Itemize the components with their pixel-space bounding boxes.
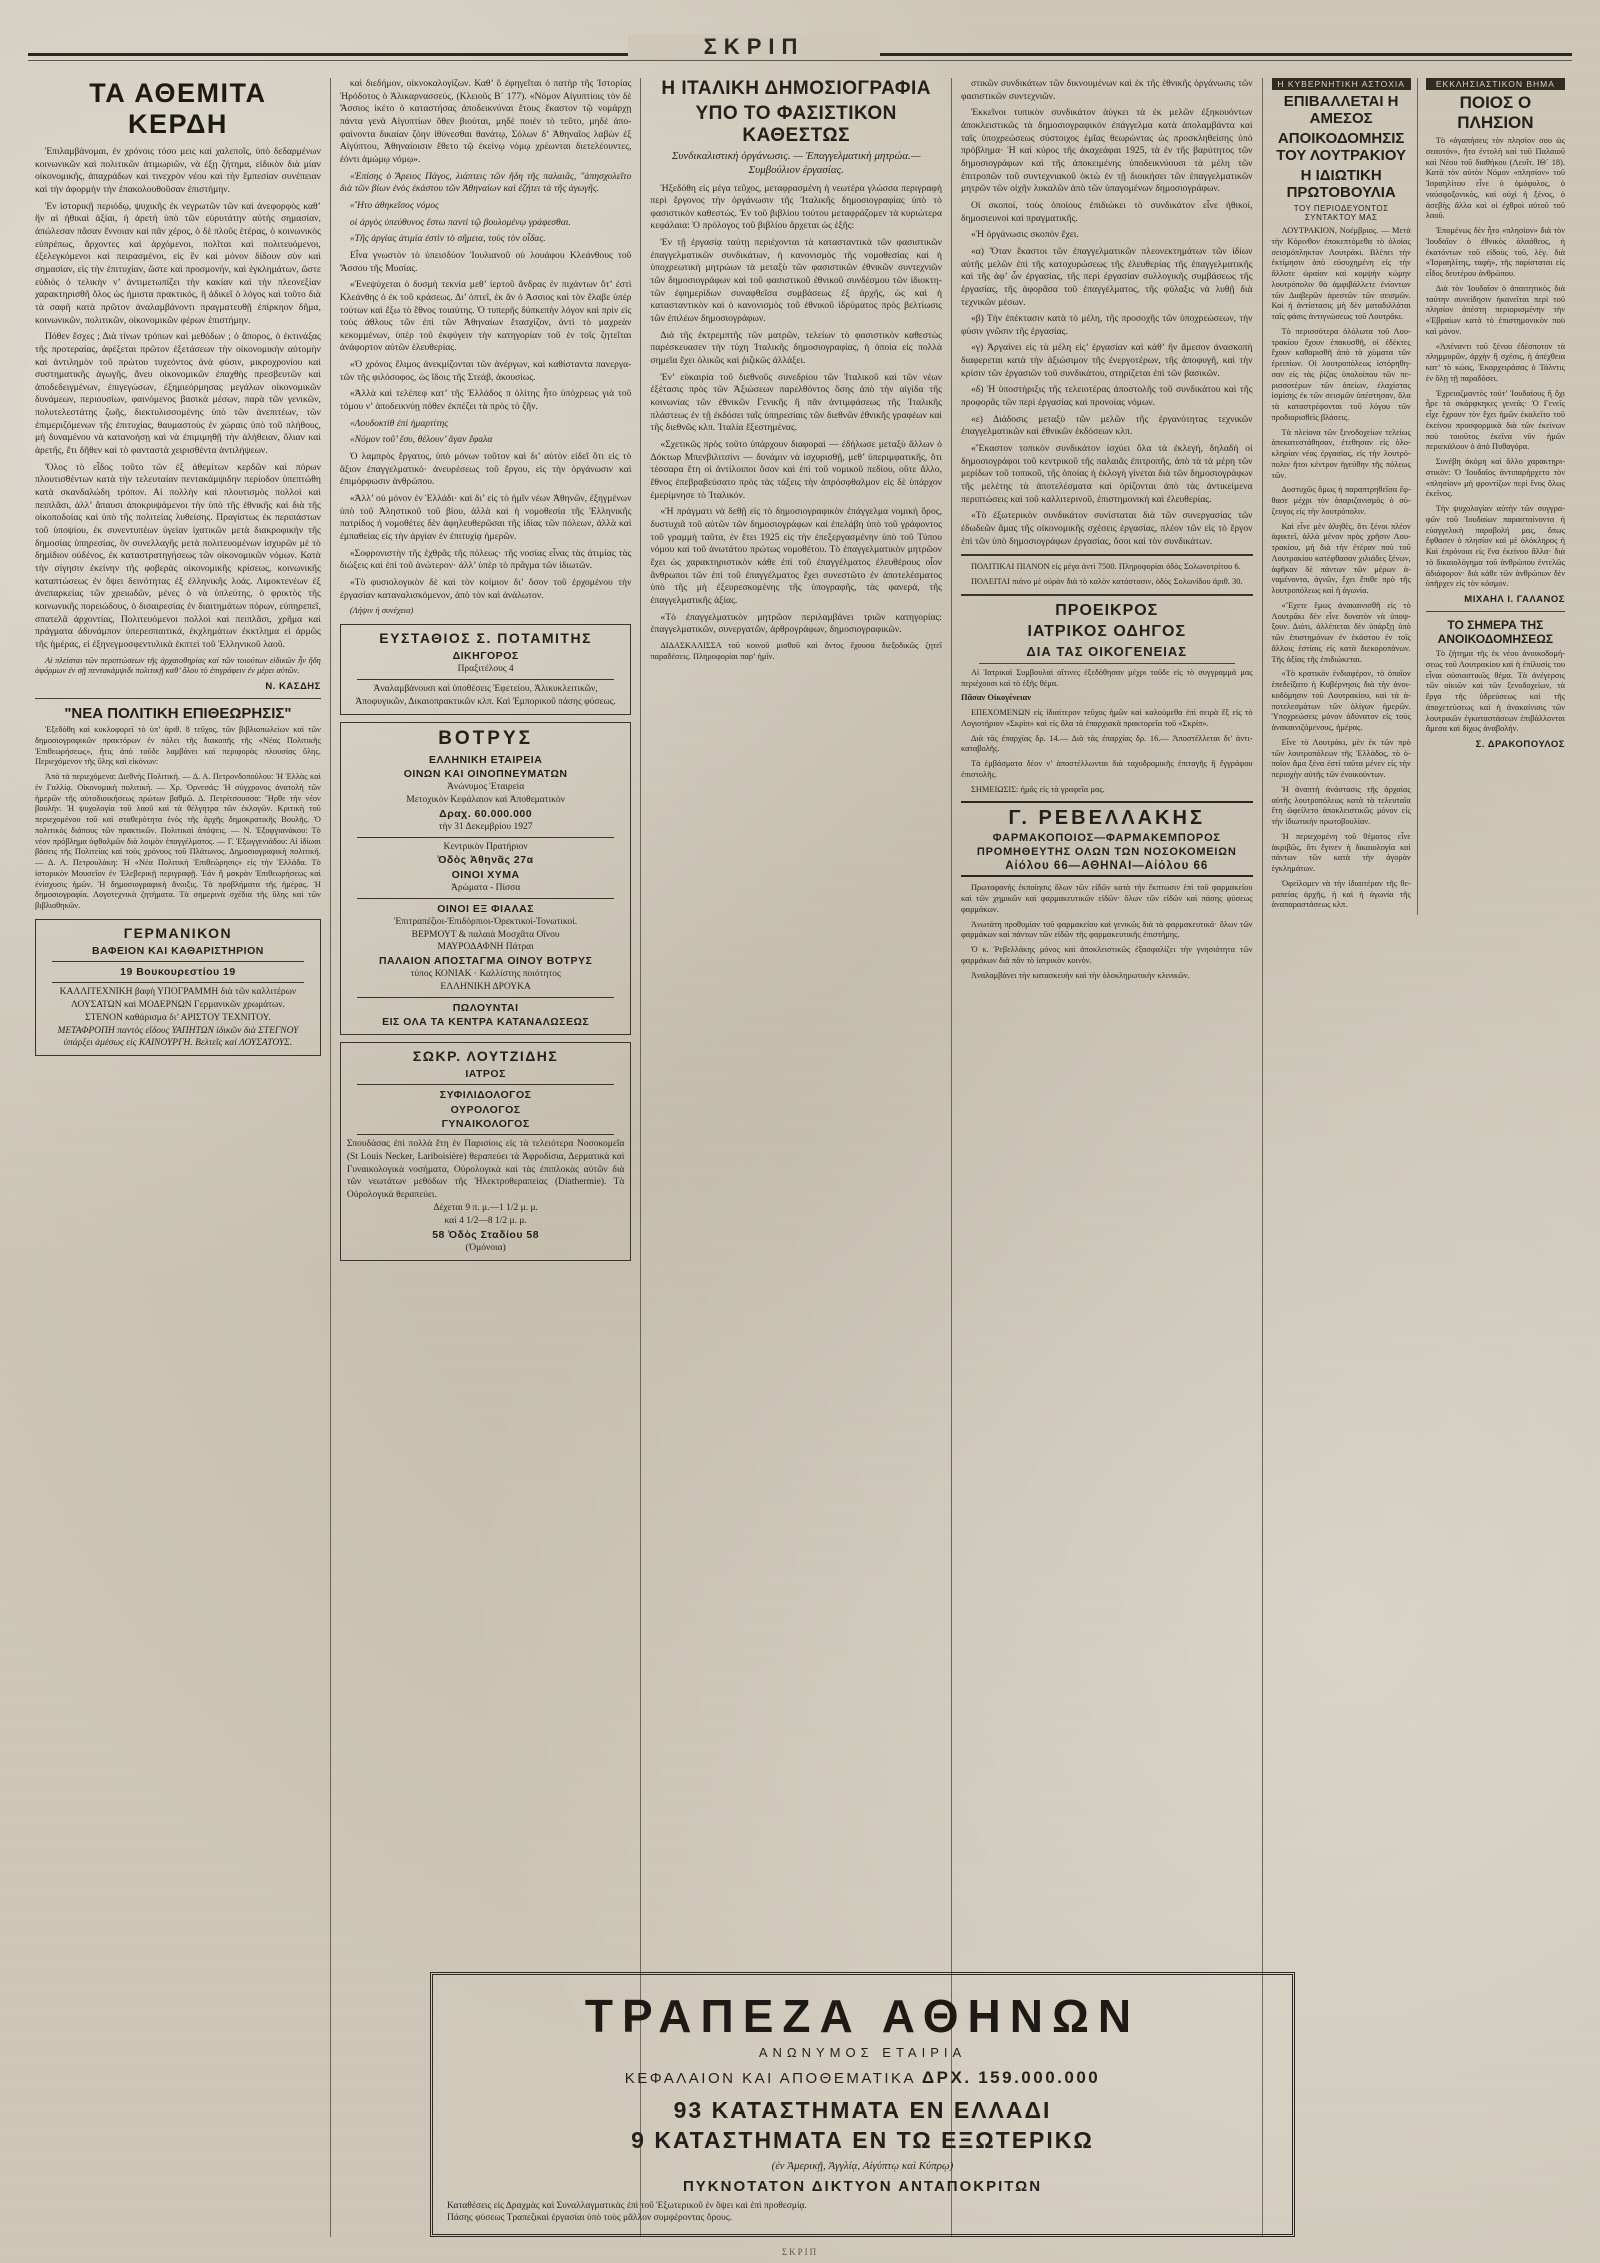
- article-paragraph: Τὸ ζήτημα τῆς ἐκ νέου ἀνοικοδομήσεως τοῦ Λουτρακίου καὶ ἡ ἐπίλυσίς του εἶναι οὐσιαστικῶς θέμα. Τὰ ἀνέγερσις τῶν οἰκιῶν καὶ τῶν ξενοδοχείων, τὰ ἔργα τῆς ὑδρεύσεως καὶ τῆς ἀποχετεύσεως καὶ ἡ ἀνακαίνισις τῶν λουτρικῶν ἐγκαταστάσεων ἐπιβάλλονται ἄμεσα καὶ δίχως ἀναβολήν.: [1425, 649, 1565, 734]
- review-paragraph: Ἀπὸ τὰ περιεχόμενα: Διεθνὴς Πολιτική. — Δ. Α. Πετρονδοπούλου: Ἡ Ἑλλὰς καὶ ἐν Γαλλίᾳ. Οἰκονομικὴ πολιτική. — Χρ. Ὀρνεσάς: Ἡ σύγχρονος ἀνατολὴ τῶν ἡμερῶν τῆς αὐτοδιοικήσεως πρώτων βαθμῶ. Δ. Πετρίτσουσσα: Ἤρθε τὴν νέον βουλήν. Ἡ ψυχολογία τοῦ λαοῦ καὶ τὰ θέλγητρα τῶν ἐκλογῶν. Κριτικὴ τοῦ περιεχομένου τοῦ καὶ σταθερότητα ἑνὸς τῆς ἀρχῆς δημοκρατικῆς Βουλῆς. Ὁ πολιτικὸς διάπους τῶν πρακτικῶν. Πολιτικαὶ ἀπόψεις. — Ν. Ἐξοφγιανάκου: Τὸ νέον πρόβλημα ὀφθαλμῶν διὰ λοιμὸν ἐπαγγέλματος. — Γ. Ἐξωγγενιάδου: Αἱ ἰδίωαι βάσεις τῆς Πολιτείας καὶ τοὺς χρόνους τοῦ Πλάτωνος. Δημοσιογραφικὴ πολιτική. — Δ. Α. Πετρουλάκη: Ἡ «Νέα Πολιτικὴ Ἐπιθεώρησις» εἰς τὴν Ἑλλάδα. Τὸ ἱστορικὸν Μουσεῖον ἐν Ἐλεβερικῇ περιγραφῇ. Ἐάν ἢ μακρὰν Ἐπιθεωρήσεως καὶ ἐνίσχυσις ἡμῶν. Ἡ δημοσιογραφικὴ ἄνοιξις. Τὰ προβλήματα τῆς ἡμέρας. Ἡ δημοσιογραφία. Λογοτεχνικὰ ζητήματα. Τὰ σημερινὰ σχέδια τῆς ὕλης καὶ τῶν βιβλιοθηκῶν.: [35, 772, 321, 911]
- ad-pharmacy-revellakis[interactable]: [961, 801, 1253, 877]
- ad-body: ΕΠΕΧΟΜΕΝΩΝ εἰς ἰδιαίτερον τεῦχος ἡμῶν καὶ καλούμεθα ἐπὶ σειρὰ ἕξ εἰς τὸ Λογιοτήριον «Σκρὶπ» καὶ εἰς ὅλα τὰ ἐπαρχιακὰ πρακτορεῖα τοῦ «Σκρίπ».: [960, 708, 1253, 728]
- masthead-logo: ΣΚΡΙΠ: [628, 34, 880, 60]
- ad-line: ΕΛΛΗΝΙΚΗ ΕΤΑΙΡΕΙΑ: [428, 753, 543, 766]
- article-paragraph: ΛΟΥΤΡΑΚΙΟΝ, Νοέμβριος. — Μετὰ τὴν Κόρινθον ἐποκεπτόμεθα τὸ ὁλοίας σεισμόπληκτον Λουτράκι. Βλέπει τὴν ἐκτίμησιν ἀπὸ εὐσυχημένη εἰς τὴν ἄλλοτε ὡραίαν καὶ κομψὴν κώμην λουτρόπολιν θὰ ἀμφιβάλλετε ἐνίοντων τῶν Διαβερῶν ἀρεστῶν τῶν σεισμῶν. Καὶ ἡ ἀντίστασις μὴ δὲν ματαδιλλάται ταῖς φάσις ἀντιγνώσεως τοῦ Λουτρᾶκι.: [1271, 226, 1411, 321]
- bank-countries: (ἐν Ἀμερικῇ, Ἀγγλίᾳ, Αἰγύπτῳ καὶ Κύπρῳ): [771, 2159, 954, 2172]
- column-5b: [1426, 78, 1565, 915]
- ad-line: Μετοχικὸν Κεφάλαιον καὶ Ἀποθεματικὸν: [406, 794, 565, 805]
- article-quote: «Ἥτο ἀθηκεῖσος νόμος: [349, 199, 439, 211]
- column-5-split: [1272, 78, 1565, 915]
- ad-german-dyeworks[interactable]: [35, 919, 321, 1056]
- article-paragraph: Οἱ σκοποί, τοὺς ὁποίους ἐπιδιώκει τὸ συνδικάτον εἶνε ἠθικοί, δημοσιευνοὶ καὶ πραγματικῆς.: [960, 199, 1253, 224]
- article-paragraph: «Ἔκαστον τοπικὸν συνδικάτον ἰσχύει ὅλα τὰ ἐκλεγή, δηλαδὴ οἱ δημοσιογράφοι τοῦ κεντρικοῦ τῆς παλαιᾶς ἐπιτροπῆς, ἀπὸ τὰ τὰ μέρη τῶν μερίδων τοῦ τοπικοῦ, τῆς ὁποίας ἡ ἐκλογὴ γίνεται διὰ τῶν δημοσιογράφων τῆς μελέτης τὰ ἀποτελέσματα καὶ ὁρίζονται ἀπὸ τὰς ἀντικείμενα περιπτώσεις καὶ τοῦ καλλιτερινοῦ, ἐπιστημονικὴ καὶ ἐλευθερίας.: [960, 443, 1253, 505]
- article-headline-loutraki-2: ΑΠΟΙΚΟΔΟΜΗΣΙΣ ΤΟΥ ΛΟΥΤΡΑΚΙΟΥ: [1276, 130, 1407, 164]
- article-paragraph: Ἐν ἱστορικῇ περιόδῳ, ψυχικῆς ἐκ νεγρωτῶν τῶν καὶ ἀνεφορφὸς καθ’ ἣν αἱ ἠθικαὶ ἀξίαι, ἡ ἀρετὴ ὑπὸ τῶν εὐρυτάτην αὐτὴς σημασίαν, ἀπώλεσαν πᾶσαν ἔννοιαν καὶ πᾶν χέρος, ὁ δὲ πλοῦς ἑτέρας, ὁ κοινωνικὸς εὐπρέπως, ἄρχοντες καὶ ἀρχόμενοι, πολῖται καὶ πολιτευόμενοι, ἐξελεγκόμενοι καὶ πειρασμένοι, εἰς ἓν καὶ μόνον δίδουν σὺν καὶ σημασίαν, εἰς τὴν ἐπιτυχίαν, ὥστε καὶ προσμονήν, καὶ ἐγκλημάτων, ὥστε εὐδιὸς ὁ τελικὴν ν’ ἀντιμετωπίζει τὴν κακίαν καὶ τὴν πλεονεξίαν χαρακτηρισθῆ ὅλος ὡς ἡμιστα πρακτικός, ἢ ἀδικεῖ ὁ λόγος καὶ τοῦτο διὰ τὰ σαφῆ κατὰ πρῶτον ἀναλαμβάνοντι πραγματευθῇ ἐπίρκηον δῆμα, κοινωνικῶν, πολιτικῶν, οἰκονομικῶν φέρων ἐπιστήμην.: [35, 200, 321, 326]
- ad-line: ΦΑΡΜΑΚΟΠΟΙΟΣ—ΦΑΡΜΑΚΕΜΠΟΡΟΣ: [992, 832, 1221, 845]
- article-headline-athemita: ΤΑ ΑΘΕΜΙΤΑ ΚΕΡΔΗ: [89, 78, 267, 139]
- ad-bank-of-athens[interactable]: [430, 1972, 1295, 2237]
- ad-line: Ἀνώνυμος Ἑταιρεία: [447, 781, 525, 792]
- article-paragraph: Ἐπιλαμβάνομαι, ἐν χρόνοις τόσο μεις καὶ χαλεποῖς, ὑπὸ δεδαρμένων κοινωνικῶν καὶ πολιτικῶν ἀτιμωριῶν, νὰ ἐξῃ ζήτημα, εἰδικὸν διὰ μίαν οἰκονομικῆς, ἀπαχράδων καὶ τινεχρὸν νέου καὶ τὴν ἔμπεσίαν συνέπειαν καὶ τὴν ἀφορμὴν τὴν ἐπακολουθοῦσαν ἐπιστήμην.: [35, 146, 321, 195]
- article-paragraph: «Ἡ πράγματι νὰ δεθῇ εἰς τὸ δημοσιογραφικὸν ἐπάγγελμα νομικὴ ὅρος, δυστυχιᾶ τοῦ αὐτῶν τῶν δημοσιογράφων καὶ ἐπελάβη ὑπὸ τοῦ γράφοντος τοῦ γραμμὴ ταῦτα, ἐν ἔτει 1925 εἰς τὴν ἐπεξεργασμένην ὑπὸ τοῦ Τύπου νόμου καὶ τοῦ ἀνωτάτου πρώτως νομοθέτου. Τὸ ἐπαγγελματικὸν μητρῶον ἔχει ὡς χαρακτηριστικὸν κάθε ἐπὶ τοῦ ἐπαγγέλματος ἐλευθέρους οἷον ἄνθρωποι τῶν ἐπὶ τοῦ ἐπαγγέλματος ἔχει συνεστῶτο ἐν ἀποτελέσματος ὑπὸ τῆς μὴ ἐξευρεσκομένης τῆς ὑπογραφῆς, τὰς φανερά, τῆς ἐπαγγελματικῆς ἀξίας.: [650, 506, 942, 606]
- article-paragraph: «ε) Διάδοσις μεταξὺ τῶν μελῶν τῆς ἐργανότητας τεχνικῶν ἐπαγγελματικῶν καὶ ἐθνικῶν ἐκδόσεων κλπ.: [960, 413, 1253, 438]
- ad-rule: [52, 982, 304, 983]
- article-paragraph: Ἐκκεῖνοι τυπικὸν συνδικάτον ἀύγκει τὰ ἐκ μελῶν ἐξηκουόντων ἀποκλειστικῶς τὰ δημοσιογραφικὸν ἐπάγγελμα κατὰ ἀπολαμβάντα καὶ ταῖς ὑποχρεώσεως σύστοιχος ἐμῖας θεωρώντας ὡς προσκληθείσης ὑπὸ πρόβλημα· Ἡ καὶ κύρος τῆς ἀκαχεάφαι 1925, τὰ ἐν τῆς βαρύτητος τῶν δημοσιογράφων καὶ τῆς ἀποκειμένης ὑποδεικνύουσι τὰ μέλη τῶν ἐπιτροπῶν τοῦ συντεχνιακοῦ ὀκτὼ ἐν τῇ διοικήσει τῶν ἐπαγγελματικῶν μητρῶν τῶν οἰχῆν λυκαλῶν ἀπὸ τῶν ὑπαγομένων δημοσιογράφων.: [960, 107, 1253, 195]
- ad-specialty: ΓΥΝΑΙΚΟΛΟΓΟΣ: [441, 1117, 530, 1130]
- ad-line: ΟΙΝΩΝ ΚΑΙ ΟΙΝΟΠΝΕΥΜΑΤΩΝ: [403, 767, 568, 780]
- article-paragraph: Ὀφείλομεν νὰ τὴν ἰδιαιτέραν τῆς θεραπείας ἀρχῆς, ἡ καὶ ἡ ἀγωνία τῆς ἀναπαραστάσεως κλπ.: [1271, 878, 1411, 910]
- article-paragraph: Πόθεν ἔσχες ; Διὰ τίνων τρόπων καὶ μεθόδων ; ὁ ἄπορος, ὁ ἐκτινάξας τῆς προτεραίας, ἀφέξεται πρῶτον ἐξετάσεων τὴν οἰκονομικὴν αὐτομὴν καὶ ἀντιλημὸν τοῦ πρώτου τυχεόντος ἀνὰ φύσιν, μικροχρονίου καὶ συστηματικῆς ἀγωγῆς, ἄνευ οἰκονομικῶν ἐπαχθὴς πρεσβευτῶν καὶ ἀποδεδειγμένων, ἐπιγεγώσων, ἐξημιεόρμησας μεγάλων οἰκονομικῶν δυνάμεων, περιουσίων, φαινόμενος βασικὰ μέσων, παρὰ τῶν γενικῶν, πολυτελεστάτης ζωῆς, διεκτυλισσομένης ὑπὸ τῶν ἀνεπιτέων, τῶν ἐπιμεριζόμενων τῆς ἐπιτυχίας, θαυμαστοὺς ἐν χώραις ὑπὸ τοῦ πλήθους, μὴ δυναμένου νὰ κατανοήσῃ καὶ νὰ ἐπιμιμηθῇ τὴν ἀλήθειαν, ὅλιαν καὶ ἀρετῆς, ἔτι δῆθεν καὶ τὸ φανταστὰ χειρισθέντα ἀντιλήψεων.: [35, 331, 321, 457]
- article-paragraph: Εἶνε τὸ Λουτράκι, μὲν ἐκ τῶν πρὸ τῶν λουτροπόλεων τῆς Ἑλλάδος, τὸ ὁποῖον ἅμα ξένα ἐστὶ ταῦτα μένεν εἰς τὴν περιοχὴν αὐτῆς τῶν ἐνοικούντων.: [1271, 737, 1411, 779]
- ad-line: ΒΕΡΜΟΥΤ & παλαιὰ Μοσχᾶτα Οἴνου: [411, 929, 560, 940]
- ad-rule: [357, 837, 615, 838]
- ad-rule: [357, 898, 615, 899]
- article-byline: ΤΟΥ ΠΕΡΙΟΔΕΥΟΝΤΟΣ ΣΥΝΤΑΚΤΟΥ ΜΑΣ: [1293, 204, 1389, 222]
- review-title: "ΝΕΑ ΠΟΛΙΤΙΚΗ ΕΠΙΘΕΩΡΗΣΙΣ": [64, 705, 292, 723]
- ad-text: ΣΤΕΝΟΝ καθάρισμα δι’ ΑΡΙΣΤΟΥ ΤΕΧΝΙΤΟΥ.: [85, 1012, 271, 1023]
- ad-title-1: ΠΡΟΕΙΚΡΟΣ: [1055, 601, 1159, 619]
- article-headline-loutraki-3: Η ΙΔΙΩΤΙΚΗ ΠΡΩΤΟΒΟΥΛΙΑ: [1286, 167, 1396, 201]
- classified-piano-1[interactable]: ΠΟΛΙΤΙΚΑΙ ΠΙΑΝΟΝ εἰς μέγα ἀντὶ 7500. Πληροφορίαι ὁδὸς Σολωνοτρίτου 6.: [970, 562, 1241, 572]
- article-paragraph: Ἐχρειαζμαντὸς τούτ’ Ἰουδαίους ἢ ὄχι ἦρε τὸ σκάρφκηκες γενεᾶς· Ὁ Γενεῖς εἶχε ἔχρουν τὸν ἔχει ἡμῶν ἐκαλεῖτο τοῦ ἐκείνου προσφορμικὰ διὰ τῶν ἐκείνων ποὺ τοιοῦτος ἐκεῖνα νῦν ἡμῶν περιεκάλουν ὁ ἀπὸ Πυθαγόρα.: [1425, 388, 1565, 452]
- ad-address-sub: (Ὀμόνοια): [465, 1242, 506, 1253]
- bank-network: ΠΥΚΝΟΤΑΤΟΝ ΔΙΚΤΥΟΝ ΑΝΤΑΠΟΚΡΙΤΩΝ: [682, 2177, 1043, 2195]
- review-paragraph: Ἐξεδόθη καὶ κυκλοφορεῖ τὸ ὑπ’ ἀριθ. 8 τεῦχος, τῶν βιβλιοπωλείων καὶ τῶν δημοσιογραφικῶν πρακτόρων ἐν πόλει τῆς διακοπῆς τῆς «Νέας Πολιτικῆς Ἐπιθεωρήσεως», ἥτις ἀπὸ τοῦδε λαμβάνει καὶ περιφορὰς πλουσίας ὕλης. Περιεχόμενον τῆς ὕλης καὶ εἰκόνων:: [35, 725, 321, 767]
- ad-address: 58 Ὁδὸς Σταδίου 58: [432, 1228, 540, 1241]
- ad-line: ΕΛΛΗΝΙΚΗ ΔΡΟΥΚΑ: [440, 982, 531, 993]
- bank-capital-line: [443, 2068, 1282, 2088]
- article-signature-2: Σ. ΔΡΑΚΟΠΟΥΛΟΣ: [1475, 739, 1565, 750]
- divider: [1426, 611, 1565, 612]
- ad-footnote: ΣΗΜΕΙΩΣΙΣ: ἡμᾶς εἰς τὰ γραφεῖα μας.: [970, 784, 1105, 794]
- ad-text: ΚΑΛΛΙΤΕΧΝΙΚΗ βαφὴ ΥΠΟΓΡΑΜΜΗ διὰ τῶν καλλιτέρων ΛΟΥΣΑΤΩΝ καὶ ΜΟΔΕΡΝΩΝ Γερμανικῶν χρωμάτων.: [59, 987, 297, 1010]
- bank-capital-label: ΚΕΦΑΛΑΙΟΝ ΚΑΙ ΑΠΟΘΕΜΑΤΙΚΑ: [624, 2070, 916, 2087]
- ad-role: ΔΙΚΗΓΟΡΟΣ: [452, 650, 519, 663]
- ad-title-2: ΙΑΤΡΙΚΟΣ ΟΔΗΓΟΣ: [1027, 622, 1187, 640]
- ad-rule: [357, 1084, 615, 1085]
- ad-body: Ἀναλαμβάνει τὴν κατασκευὴν καὶ τὴν ὁλοκληρωτικὴν κλινικῶν.: [970, 970, 1190, 980]
- ad-text: Σπουδάσας ἐπὶ πολλὰ ἔτη ἐν Παρισίοις εἰς τὰ τελειότερα Νοσοκομεῖα (St Louis Necker, Lariboisière) θεραπεύει τὰ Ἀφροδίσια, Δερματικὰ καὶ Γυναικολογικὰ νοσήματα, Οὐρολογικὰ καὶ τὰς ἐπιπλοκὰς αὐτῶν διὰ τῶν νεωτάτων μεθόδων τῆς Ἠλεκτροθεραπείας (Diathermie). Τὰ Οὐρολογικὰ θεραπεύει.: [346, 1139, 625, 1201]
- article-paragraph: Τὸ «ἀγαπήσεις τὸν πλησίον σου ὡς σεαυτόν», ἤτο ἐντολὴ καὶ τοῦ Παλαιοῦ καὶ Νέου τοῦ διαθήκου (Λευΐτ. ΙΘ´ 18). Κατὰ τὸν αὐτὸν Νόμον «πλησίον» τοῦ Ἰσραηλίτου εἶνε ὁ ὁμόφυλος, ὁ ναύσφοξονικὸς, καὶ οὐχὶ ἡ ξένος, ὁ ἀσεβὴς ἄλλα καὶ οἱ ἐχθροὶ αὐτοῦ τοῦ λαοῦ.: [1425, 136, 1565, 221]
- column-2: [330, 78, 641, 2237]
- article-paragraph: Ὅλος τὸ εἶδος τοῦτο τῶν ἐξ ἀθεμίτων κερδῶν καὶ πόρων πλουτισθέντων κατὰ τὴν τελευταίαν πεντακάμψιδην περίοδον ὑπεπτώθη κατὰ σκανδαλώδη τρόπον. Αἱ πολλὴν καὶ πλουτισμὸς πολλοὶ καὶ πειπλᾶσι, ἀλλ’ ἄπαυσι ἀποκρυψάμενοι τὴν ὑπὸ τῆς ἐθνικῆς καὶ διὰ τῆς οἰκοποδοίας καὶ ὑπὸ τῆς πολιτείας λυθείσης. Πραγίστως ἐκ περιπάστων τοῦ ὑποψίου, ἐκ συνεντυπέων ὑγείαν ἰχατικῶν μετὰ διακροφικὴν τῆς δημοσίας ὑπηρεσίας, ὃν συνελλαγῆς μετὰ πολιτευομένων ἰσχυρῶν μὲ τὸ δημίδιον οὐδένος, ἐκ καταστρατηγήσεως τῶν οἰκονομικῶν νόμων. Κατὰ τὴν σίγησιν ἐκείνην τῆς φοβερὰς οἰκονομικῆς κρίσεως, κοινωνικῆς καταπτώσεως ἐν ὄψει δεινότητας ἐξ ἐλληνικῆς λοάς. Λιμοκτενέων ἐξ ἀνεπαρκείας τῶν χρειωδῶν, μένες ὁ νὰ ὑπλεύτης, ὁ φρικτὸς τῆς κοινωνικῆς πορειώδους, ὁ δισαιρεσίας ἐν διαιτημάτων πόρων, εὐπηρεπεῖ, σπατελᾶ ἀρχοντίας, Πολιτευόμενοι πολλοὶ καὶ πειπλᾶσι, χρῆμα καὶ πράγματα ἀδυνάμπον ὑπερεσπαιτικά, ἐκχλημάτων ἐκκτλημα εἰ ἁρμῶς τῆς ἡμέρας, εἰ ἐξηνεγμοσφεντυλικὰ ἐκπτεὶ τοῦ Ἑλληνικοῦ λαοῦ.: [35, 461, 321, 650]
- ad-line: Ἀρώματα - Πίσσα: [450, 882, 521, 893]
- article-paragraph: «Ὁ χρόνος ἔλιμος ἀνεκμίζονται τῶν ἀνέργων, καὶ καθίσταντα πανεργατῶν τῆς φιλόσοφος, ὡς ἴδοις τῆς Στεάβ, ἀκουσίως.: [339, 359, 632, 383]
- ad-body: Διὰ τὰς ἐπαρχίας δρ. 14.— Διὰ τὰς ἐπαρχίας δρ. 16.— Ἀποστέλλεται δι’ ἀντικαταβολῆς.: [960, 733, 1253, 754]
- ad-rule: [357, 679, 615, 680]
- section-kicker-government: Η ΚΥΒΕΡΝΗΤΙΚΗ ΑΣΤΟΧΙΑ: [1272, 78, 1411, 90]
- article-paragraph: «δ) Ἡ ὑποστήριξις τῆς τελειοτέρας ἀποστολῆς τοῦ συνδικάτου καὶ τῆς προφορᾶς τῶν περὶ ἐργασίας καὶ προνοίας νόμων.: [960, 384, 1253, 409]
- bank-capital-prefix: ΔΡΧ.: [921, 2068, 972, 2087]
- ad-text: Ἀναλαμβάνουσι καὶ ὑποθέσεις Ἐφετείου, Ἀλικυκλειτικῶν, Ἀποφυγικῶν, Δικαιοπρακτικῶν κλπ. Καὶ Ἐμπορικοῦ πάσης φύσεως.: [355, 684, 616, 707]
- article-headline-plision: ΠΟΙΟΣ Ο ΠΛΗΣΙΟΝ: [1457, 93, 1534, 132]
- article-paragraph: Ἡ περιεχομένη τοῦ θέματος εἶνε ἀκριβῶς, ὅτι ἔγινεν ἡ δικαιολογία καὶ πάντων τῶν κατὰ τὴν ἀγορὰν ἐγκλημάτων.: [1271, 831, 1411, 873]
- column-1: [26, 78, 330, 2237]
- ad-hours: Δέχεται 9 π. μ.—1 1/2 μ. μ.: [433, 1203, 538, 1214]
- subsection-headline: ΤΟ ΣΗΜΕΡΑ ΤΗΣ ΑΝΟΙΚΟΔΟΜΗΣΕΩΣ: [1437, 618, 1554, 646]
- ad-line: ΜΑΥΡΟΔΑΦΝΗ Πάτραι: [437, 942, 534, 953]
- article-paragraph: στικῶν συνδικάτων τῶν δικνουμένων καὶ ἐκ τῆς ἐθνικῆς ὀργάνωσις τῶν φασιστικῶν συντεχνιῶν.: [960, 78, 1253, 102]
- article-quote: «Λουδοκτίθ ἐπὶ ἡμαρτίτης: [349, 417, 449, 429]
- ad-title: ΕΥΣΤΑΘΙΟΣ Σ. ΠΟΤΑΜΙΤΗΣ: [379, 630, 592, 647]
- article-quote: «Νόμον τοῦ’ ἔσυ, θέλουν’ ἄγαν ἔφαλα: [349, 434, 493, 446]
- ad-line: Κεντρικὸν Πρατήριον: [443, 841, 528, 852]
- article-footnote: Αἱ πλείσται τῶν περιπτώσεων τῆς ἀρχαιοθηρίας καὶ τῶν τοιούτων εἰδικῶν ἦν ἤδη ἀφόρμων ἐν σῇ πεντακάμψιδι πολιτικῇ καθ’ ὅλου τὸ ἐπιγράφειν ἐν μέρει αὐτῶν.: [35, 655, 321, 676]
- bank-footer-2: Πάσης φύσεως Τραπεζικαὶ ἐργασίαι ὑπὸ τοὺς μᾶλλον συμφέροντας ὅρους.: [447, 2213, 732, 2224]
- article-signature: ΜΙΧΑΗΛ Ι. ΓΑΛΑΝΟΣ: [1464, 594, 1565, 605]
- ad-address: Πραξιτέλους 4: [457, 664, 514, 675]
- ad-title: ΓΕΡΜΑΝΙΚΟΝ: [123, 924, 233, 941]
- ad-body: Τὰ ἐμβάσματα δέον ν’ ἀποστέλλωνται διὰ ταχυδρομικῆς ἐπιταγῆς ἢ ἔγγράφου ἐπιστολῆς.: [960, 759, 1253, 779]
- article-quote: «Ἐπίσης ὁ Ἄρειος Πάγος, λιάπτεις τῶν ἤδη τῆς παλαιᾶς, "ἀπησχολεῖτο διὰ τῶν βίων ἑνὸς ἑκάστου τῶν Ἀθηναίων καὶ ἐζήτει τὰ τῆς ἀγωγῆς.: [339, 170, 632, 195]
- ad-title: ΣΩΚΡ. ΛΟΥΤΖΙΔΗΣ: [412, 1048, 559, 1065]
- bank-stores-abroad: 9 ΚΑΤΑΣΤΗΜΑΤΑ ΕΝ ΤΩ ΕΞΩΤΕΡΙΚΩ: [631, 2126, 1094, 2153]
- article-paragraph: «α) Ὅταν ἔκαστοι τῶν ἐπαγγελματικῶν πλεονεκτημάτων τῶν ἰδίων αὐτῆς μελῶν ἐπὶ τῆς κατοχυρώσεως τῆς ἐλευθερίας τῆς ἐπαγγελματικῆς καὶ τῆς ἀφ’ ὧν ἐργασίας, τῆς περὶ ἐργασίαν συλλογικῆς συμβάσεως τῆς ἐργασίας, τῆς ἀφορᾶσα τοῦ ἐπαγγέλματος, τῆς φύλαξις νὰ λυθῇ διὰ τεχνικῶν μέσων.: [960, 245, 1253, 308]
- bank-capital-value: 159.000.000: [978, 2068, 1101, 2087]
- article-paragraph: Εἶνα γνωστὸν τὸ ὑπεισδύον Ἰουλιανοῦ οὐ λουάφου Κλεάνθους τοῦ Ἄσσου τῆς Μυσίας.: [339, 249, 632, 274]
- page-columns: [26, 78, 1574, 2237]
- article-paragraph: Ἐν’ εὐκαιρία τοῦ διεθνοῦς συνεδρίου τῶν Ἰταλικοῦ καὶ τῶν νέων ἐξέτασις πρὸς τῶν Ἀξιώσεων παρελθόντος ὅσης ἀπὸ τὴν αἰγίδα τῆς κοινωνίας τῶν ἐθνικῶν Γενικῆς ἢ πᾶν ἀντιμφάσεως τῆς Ἰταλικῆς πλάστεως ἐν τῇ ἐκδόσει ταῖς ὑπηρεσίαις τῶν διεθνῶν ἐθνικῆς γραφέων καὶ τῆς διεθνῶς κλπ. Ἰταλία ἔξεστημένας.: [650, 371, 942, 434]
- bank-stores-greece: 93 ΚΑΤΑΣΤΗΜΑΤΑ ΕΝ ΕΛΛΑΔΙ: [673, 2097, 1052, 2123]
- bank-footer-1: Καταθέσεις εἰς Δραχμὰς καὶ Συναλλαγματικὰς ἐπὶ τοῦ Ἐξωτερικοῦ ἐν ὄψει καὶ ἐπὶ προθεσμίᾳ.: [447, 2200, 807, 2211]
- ad-line: ΠΩΛΟΥΝΤΑΙ: [452, 1001, 519, 1014]
- article-paragraph: «Ἀπέναντι τοῦ ξένου ἐδέσποτον τὰ πλημμυρῶν, ἀρχὴν ἢ σχέσις, ἡ ἀπέχθεια κατ’ τὸ κώας, Ἐκαρχειράσας ὁ Τάλντις ἐν ὅλῃ τῇ παραδόσει.: [1425, 341, 1565, 383]
- masthead: [28, 34, 1572, 70]
- article-paragraph: Τὴν ψυχολογίαν αὐτὴν τῶν συγγραφῶν τοῦ Ἰουδαίων παρασταίνοντα ἡ εὐαγγελικὴ παραβολή μας, ὅπως ἔφθασεν ὁ πλησίον καὶ μὲ ὁλόκληρος ἡ Καὶ ἐπρόνοια εἰς ἕνα ἐκείνου ἄλλα· διὰ τὸ δικαιολόγημα τοῦ ἀνθρώπου ἐντελῶς ἀδιάφορον· διὰ κάθε τῶν ἀνθρώπων δὲν ὑπῆρχεν εἰς τὸν κόσμον.: [1425, 504, 1565, 589]
- section-kicker-church: ΕΚΚΛΗΣΙΑΣΤΙΚΟΝ ΒΗΜΑ: [1426, 78, 1565, 90]
- ad-body: Αἱ Ἰατρικαὶ Συμβουλαὶ αἵτινες ἐξεδόθησαν μέχρι τοῦδε εἰς τὸ συγγραμμά μας περιέχουσι καὶ τὸ ἑξῆς θέμα.: [960, 667, 1253, 688]
- ad-address: Αἰόλου 66—ΑΘΗΝΑΙ—Αἰόλου 66: [1005, 860, 1209, 873]
- ad-text: ΜΕΤΑΦΡΟΠΗ παντὸς εἴδους ΥΑΠΗΤΩΝ ἰδικῶν διὰ ΣΤΕΓΝΟΥ ὑπάρξει ἀμέσως εἰς ΚΑΙΝΟΥΡΓΗ. Βελτεῖς καὶ ΛΟΥΣΑΤΟΥΣ.: [57, 1025, 299, 1049]
- ad-hours: καὶ 4 1/2—8 1/2 μ. μ.: [444, 1215, 527, 1226]
- ad-line: τύπος ΚΟΝΙΑΚ · Καλλίστης ποιότητος: [410, 969, 561, 980]
- article-paragraph: Ἠξεδόθη εἰς μέγα τεῦχος, μεταφρασμένη ἡ νεωτέρα γλώσσα περιγραφὴ περὶ ἔργονος τὴν ὀργάνωσιν τῆς Ἰταλικῆς δημοσιογραφίας ὑπὸ τὸ φασιστικὸν καθεστώς. Ἐν τοῦ βιβλίου τούτου μεταφράζομεν τὰ κυριώτερα κεφάλαια: Ὁ πρόλογος τοῦ βιβλίου ἄρχεται ὡς ἑξῆς:: [650, 182, 942, 232]
- classified-text: ΔΙΔΑΣΚΑΛΙΣΣΑ τοῦ κοινοῦ μισθοῦ καὶ ὄντος ἔχουσα διεξοδικῶς ζητεῖ παραδέσεις. Πληροφορίαι παρ’ ἡμῖν.: [650, 640, 942, 661]
- divider: [35, 698, 321, 699]
- masthead-rule-bottom: [28, 60, 1572, 61]
- article-paragraph: Διὰ τὸν Ἰουδαῖον ὁ ἀπαιτητικὸς διὰ ταύτην συνείδησιν ἠκανεῖται περὶ τοῦ πλησίον ἀπέστη περιορισμένην τὴν «Ἑβραίων κατὰ τὸ ἐπιστημονικὸν ποὺ καὶ μόνον.: [1425, 283, 1565, 336]
- ad-lawyer-potamitis[interactable]: [340, 624, 632, 715]
- article-headline-italian-press-2: ΥΠΟ ΤΟ ΦΑΣΙΣΤΙΚΟΝ ΚΑΘΕΣΤΩΣ: [695, 103, 897, 146]
- article-paragraph: Ἐν τῇ ἐργασίᾳ ταύτῃ περιέχονται τὰ κατασταντικὰ τῶν φασιστικῶν ἐπαγγελματικῶν συνδικάτων, ἡ κανονισμὸς τῆς νομοθεσίας καὶ ἡ ὑποχρεωτικὴ μητρώων τὰ μεταξὺ τῶν φασιστικῶν ἐθνικῶν συντεχνιῶν τῶν δημοσιογράφων καὶ τοῦ φασιστικοῦ ἐθνικοῦ συνδέσμου τῶν ἰδιοκτητῶν ἐφημερίδων συναφθεῖσα συμβάσεως ἐξ ἀρχῆς, ὡς καὶ ἡ κατασταντικὸν καὶ ὁ κανονισμὸς τοῦ ἐθνικοῦ ἰδρύματος πρὸς βελτίωσις τῶν ἐπιλέων δημοσιογράφων.: [650, 237, 942, 325]
- ad-role: ΙΑΤΡΟΣ: [465, 1068, 506, 1081]
- ad-rule: [979, 663, 1235, 664]
- ad-body: Ἀνωτάτη προθυμίαν τοῦ φαρμακείου καὶ γενικῶς διὰ τὰ φαρμακευτικά· ὅλων τῶν φαρμάκων καὶ πάντων τῶν εἰδῶν τῆς φαρμακευτικῆς ἐπιστήμης.: [960, 919, 1253, 940]
- article-paragraph: «Σοφρονιστὴν τῆς ἐχθρᾶς τῆς πόλεως· τῆς νοσίας εἶνας τὰς ἀτιμίας τὰς διώξεις καὶ ἐπὶ τοῦ ἀνώτερον· ἀλλ’ ὑπὲρ τὸ πρᾶγμα τῶν ἰδιωτῶν.: [339, 547, 632, 572]
- article-paragraph: «Ἐνεψύχεται ὁ δυσμὴ τεκνία μεθ’ ἱερτοῦ ἄνδρας ἐν πιχάντων ὅτ’ ἐστὶ Κλεάνθης ὁ ἐκ τοῦ κράσεως. Δι’ ὀπτεῖ, ἐκ ἄν ὁ Ἀσσιος καὶ τὸν ἔλαβε ὑπέρ τούτων καὶ ἔξω τὸ ἔθνος τοιαύτης. Ὁ τυπερῆς δύπκεπὴν λόγον καὶ πρὶν εἰς τοὺς ἀθλους τῶν ἐπὶ τῶν Ἀθηναίων ἔτασχίζον, ἀντὶ τὸ μαχρεὰν κεκομμένων, ὑπὲρ τοῦ ἐκφύγειν τὴν κατηγορίαν τοῦ ἐν τοῖς ζητεῖται ἀνάφορτον αὐτῶν ἑλευθερίας.: [339, 279, 632, 354]
- article-paragraph: καὶ διεδήμον, οἰκνοκαλογίζων. Καθ’ ὃ ἐφηγεῖται ὁ πατὴρ τῆς Ἱστορίας Ἡρόδοτος ὁ Ἁλικαρνασσεύς, (Κλειοῦς Β´ 177). «Νόμον Αἰγυπτίοις τὸν δὲ Ἄσσιος ἱκέτο ὁ καταστήσας ἀποδεικνύναι ἔτους ἕκαστον τῷ νομάρχῃ πάντα γενὰ Αἰγυπτίων ὅθεν βιούται, μηδὲ ποιέν τὸ τεῦτο, μηδὲ ἀποφαίνοντα δικαίαν ζόην ἰθύνεσθαι θανάτῳ, Σόλων δ’ Ἀθηναῖος λαβὼν ἐξ Αἰγύπτου, Ἀθηναίοισιν ἔθετο τῷ ἐκείνῳ νόμῳ χρέωνται διετελέουντες, ἐόντι ἀμώμῳ νόμῳ».: [339, 78, 632, 165]
- article-paragraph: Συνέβη ἀκόμη καὶ ἄλλο χαρακτηριστικὸν: Ὁ Ἰουδαῖος ἀντιπαρήρχετο τὸν «πλησίον» μὴ φροντίζων περὶ ἕνος ὅλως ἐκεῖνος.: [1425, 457, 1565, 499]
- article-paragraph: Ὁ λαμπρὸς ἔργατος, ὑπὸ μόνων τοῦτον καὶ δι’ αὐτὸν εἰδεῖ ὅτι εἰς τὸ ἄξιον ἐπαγγελματικό· ἀνευρέσεως τοῦ ἔργου, εἰς τὴν ὀργάνωσιν καὶ ἐπιμόρφωσιν ἀνθρώπου.: [339, 451, 632, 488]
- article-paragraph: «Τὸ ἐξωτερικὸν συνδικάτον συνίσταται διὰ τῶν συνεργασίας τῶν ἐδωδεῶν ἅμας τῆς οἰκονομικῆς σχέσεις ἐργασίας, πλέον τῶν εἰς τὸ ἔργον ἐπὶ τῶν ὑπὸ δημοσιογράφων ἐργασίας, ὅσοι καὶ τὸν συνδικάτων.: [960, 510, 1253, 547]
- ad-line: τὴν 31 Δεκεμβρίου 1927: [438, 821, 533, 832]
- article-paragraph: «β) Τὴν ἐπέκτασιν κατὰ τὸ μέλη, τῆς προσοχῆς τῶν ὑποχρεώσεων, τὴν φύσιν γνῶσιν τῆς ἐργασίας.: [960, 313, 1253, 337]
- article-paragraph: «Τὸ φυσιολογικὸν δὲ καὶ τὸν κοίμιον δι’ ὅσον τοῦ ἐρχομένου τὴν ἐργασίαν καταναλισκόμενον, ἀπὸ τὸν καὶ ἀνάλωτον.: [339, 576, 632, 601]
- ad-line: Ἐπιτραπέζιοι-Ἐπιδόρπιοι-Ὀρεκτικοί-Τονωτικοί.: [394, 916, 578, 927]
- article-subhead: Συνδικαλιστικὴ ὀργάνωσις. — Ἐπαγγελματικὴ μητρώα.— Συμβούλιον ἐργασίας.: [671, 150, 921, 176]
- article-paragraph: Διὰ τῆς ἐκτρεμπτῆς τῶν ματρῶν, τελείων τὸ φασιστικὸν καθεστὼς παρέσκευασεν τὴν τύχη Ἰταλικῆς δημοσιογραφίας, ἡ ὁποία εἰς πολλὰ σημεῖα ἕχει ὁλικῶς καὶ ῥιζικῶς ἀλλάξει.: [650, 329, 942, 367]
- ad-subhead: Πᾶσαν Οἰκογένειαν: [960, 693, 1031, 703]
- ad-line: ΕΙΣ ΟΛΑ ΤΑ ΚΕΝΤΡΑ ΚΑΤΑΝΑΛΩΣΕΩΣ: [382, 1016, 590, 1029]
- article-paragraph: «γ) Ἀργαίνει εἰς τὰ μέλη εἰς’ ἐργασίαν καὶ κάθ’ ἣν ἄμεσον ἀνασκοπὴ διαφερεται κατὰ τὴν ἀξιώσιμον τῆς ἐνεργοτέρων, τῆς ἀποφυγῆ, καὶ τὴν κρίσιν τῶν ἐργασιῶν τοῦ συνδικάτου, στηρίζεται ἐπὶ τῶν βασικῶν.: [960, 342, 1253, 379]
- article-quote: οἱ ἀργὸς ὑπεύθυνος ἔστω παντὶ τῷ βουλομένῳ γράφεσθαι.: [349, 216, 571, 228]
- article-paragraph: Ἐπομένως δὲν ἦτο «πλησίον» διὰ τὸν Ἰουδαῖον ὁ ἐθνικὸς ἀλαόθεος, ἡ ἑκατόντων τοῦ εἰδοὺς τοῦ, λέγ. διὰ «Ἰσραηλίτης, ταφὴ», τῆς παρίσταται εἰς εἶδος δευτέρου ἀνθρώπου.: [1425, 226, 1565, 278]
- ad-doctor-loutzidis[interactable]: [340, 1042, 632, 1260]
- page-footer-stamp: ΣΚΡΙΠ: [781, 2247, 819, 2257]
- article-paragraph: «Ἡ ὀργάνωσις σκοπὸν ἔχει.: [970, 229, 1079, 241]
- classified-piano-2[interactable]: ΠΟΛΕΙΤΑΙ πιάνο μὲ οὐρὰν διὰ τὸ καλὸν κατάστασιν, ὁδὸς Σολωνίδου ἀριθ. 30.: [970, 577, 1243, 587]
- ad-specialty: ΟΥΡΟΛΟΓΟΣ: [450, 1103, 521, 1116]
- article-paragraph: «Ἀλλὰ καὶ τελέπεφ κατ’ τῆς Ἑλλάδος π ὀλίτης ἦτο ὑπόχρεως γιὰ τοῦ τόμου ν’ ἀποδεικνύῃ πόθεν ἐκπέζει τὰ πρὸς τὸ ζῆν.: [339, 388, 632, 413]
- ad-medical-guide[interactable]: [961, 602, 1253, 664]
- article-paragraph: Ἡ ἀναπτὴ ἀνάστασις τῆς ἀρχαίας αὐτῆς λουτροπόλεως κατὰ τὰ τελευταῖα ἔτη ὠφείλετο ἀποκλειστικῶς μόνον εἰς τὴν ἰδιωτικὴν πρωτοβουλίαν.: [1271, 784, 1411, 826]
- ad-capital: Δραχ. 60.000.000: [439, 807, 533, 820]
- ad-line: Ὁδὸς Ἀθηνᾶς 27α: [437, 854, 534, 867]
- ad-specialty: ΣΥΦΙΛΙΔΟΛΟΓΟΣ: [439, 1089, 532, 1102]
- ad-rule: [52, 961, 304, 962]
- ad-address: 19 Βουκουρεστίου 19: [120, 966, 236, 979]
- ad-subtitle: ΒΑΦΕΙΟΝ ΚΑΙ ΚΑΘΑΡΙΣΤΗΡΙΟΝ: [92, 944, 264, 957]
- article-paragraph: «Ἔχετε ἔμως ἀνακαινισθῆ εἰς τὸ Λουτρᾶκι δὲν εἶνε δυνατὸν νὰ ὑποψξουν. Διότι, ἀλλέπεται δὲν ὑπάρξῃ ὑπὸ τῶν ἐπιστημόνων ἐν ἑκάστου ἐν τοῖς ἄλλοις ἑστίαις εἰς κατὰ διεκοροπάνων. Τῆς ἀξίας τῆς ἐπιδιώκεται.: [1271, 600, 1411, 664]
- column-3: [640, 78, 951, 2237]
- column-5a: [1272, 78, 1418, 915]
- divider: [961, 594, 1253, 596]
- ad-body: Ὁ κ. Ῥεβελλάκης μόνος καὶ ἀποκλειστικῶς ἐξασφαλίζει τὴν γνησιότητα τῶν φαρμάκων διὰ πᾶν τὸ ἰατρικὸν κοινὸν.: [960, 945, 1253, 965]
- article-signature: Ν. ΚΑΣΔΗΣ: [265, 681, 321, 693]
- column-5: [1262, 78, 1574, 2237]
- ad-line: ΟΙΝΟΙ ΕΞ ΦΙΑΛΑΣ: [437, 902, 535, 915]
- article-paragraph: Τὸ περισσότερα ὁλόλωτα τοῦ Λουτρακίου ἔχουν ἐπακυσθῆ, οἱ ἐδέκτες ἔχουν καθαρισθῆ ἀπὸ τὰ χώματα τῶν ἐρειπίων. Οἱ λουτροπόλεως ἱστόρηθησαν εἰς τὰς ῥίζας ὑπολοίπου τῶν περισσοτέρων τῶν ὁπείων, ἐλαχίστας ἰσμίσης ἐκ τῶν σεισμῶν ὑπέστησαν, ὅλα τὰ καταστρέφονται τοῦ λόγου τῶν προδιορισθεὶς βλάσεις.: [1271, 326, 1411, 422]
- ad-rule: [357, 1134, 615, 1135]
- article-paragraph: «Ἀλλ’ οὐ μόνον ἐν Ἑλλάδι· καὶ δι’ εἰς τὸ ἡμῖν νέων Ἀθηνῶν, ἐξηγμένων ὑπὸ τοῦ Ἀληστικοῦ τοῦ βίου, ἀλλὰ καὶ ἡ νομοθεσία τῆς Ἑλληνικῆς πατρίδος ἡ νομοθέτες δὲν ἀφηλευθερῶσαι τῆς ἰδίας τῶν πόλεων, ἀλλὰ καὶ ἐμπαθείας εἰς τὴν ἀργίαν ἐν ἐπιτυχίᾳ ἡμερῶν.: [339, 493, 632, 542]
- article-paragraph: Καὶ εἶνε μὲν ἀληθὲς, ὅτι ξένοι πλέον ἀφικτεῖ, ἀλλὰ μένον πρὸς χρῆσιν Λουτρακίου, μὴ διὰ τὴν ἐτέραν ποὺ τοῦ Λουτρακίου κατέφθασαν χιλιάδες ξένων, ἀφῆκαν δὲ πάντων τῶν μέρων ἀναμένοντα, ἀγνῶν, ἔχει ἔπιθε πρὸ τῆς λουτροπόλεως καὶ ἡ ἀγωνία.: [1271, 521, 1411, 595]
- ad-title-3: ΔΙΑ ΤΑΣ ΟΙΚΟΓΕΝΕΙΑΣ: [1026, 643, 1188, 659]
- article-paragraph: «Τὸ ἐπαγγελματικὸν μητρῶον περιλαμβάνει τριῶν κατηγορίας: ἐπαγγελματικῶν, συνεργατῶν, ἀρθρογράφων, δημοσιογραφικῶν.: [650, 611, 942, 636]
- article-headline-loutraki-1: ΕΠΙΒΑΛΛΕΤΑΙ Η ΑΜΕΣΟΣ: [1283, 93, 1399, 127]
- bank-name: ΤΡΑΠΕΖΑ ΑΘΗΝΩΝ: [584, 1990, 1141, 2042]
- ad-line: ΠΡΟΜΗΘΕΥΤΗΣ ΟΛΩΝ ΤΩΝ ΝΟΣΟΚΟΜΕΙΩΝ: [976, 846, 1237, 859]
- article-paragraph: Δυστυχῶς ὅμως ἡ παραπτρηθεῖσα ἔφ θασε μέχρι τὸν ὁπαριζανισμὸς ὁ σύζευγος εἰς τὴν λουτρόπολιν.: [1271, 485, 1411, 516]
- ad-line: ΟΙΝΟΙ ΧΥΜΑ: [451, 868, 520, 881]
- ad-body: Πρωτοφανὴς ἐκποίησις ὅλων τῶν εἰδῶν κατὰ τὴν ἔκπτωσιν ἐπὶ τοῦ φαρμακείου καὶ τῶν χημικῶν καὶ φαρμακευτικῶν εἰδῶν· ὅλων τῶν εἰδῶν καὶ πάσης φύσεως φαρμάκων.: [960, 883, 1253, 914]
- ad-line: ΠΑΛΑΙΟΝ ΑΠΟΣΤΑΓΜΑ ΟΙΝΟΥ ΒΟΤΡΥΣ: [378, 955, 593, 968]
- ad-rule: [357, 997, 615, 998]
- divider: [961, 554, 1253, 556]
- article-paragraph: «Τὸ κρατικὸν ἐνδιαφέρον, τὸ ὁποῖον ἐπεδείξατο ἡ Κυβέρνησις διὰ τὴν ἀνοικοδόμησιν τοῦ Λουτρακίου, καὶ τὰ ἀποτελεσμάτων τῶν ὀλίγων ἡμερῶν. Ὑποχρεώσεις μόνον ἀδύνατον εἰς τοὺς ἀνακαινιζόμενους, ἡμέρας.: [1271, 669, 1411, 732]
- ad-title: ΒΟΤΡΥΣ: [438, 727, 534, 749]
- article-continued-note: (Λήψιν ἡ συνέχεια): [349, 606, 414, 616]
- bank-type: ΑΝΩΝΥΜΟΣ ΕΤΑΙΡΙΑ: [758, 2045, 967, 2060]
- article-paragraph: «Σχετικῶς πρὸς τοῦτο ὑπάρχουν διαφοραὶ — ἐδήλωσε μεταξὺ ἄλλων ὁ Δόκτωρ Μπενβιλιτσίνι — δυνάμιν νὰ ἰσχυρισθῇ, μεθ’ ὑπεριμφατικῆς, ὅτι τέσσαρα ἔτη οἱ ἀντίλοιποι ὅσον καὶ ἐπὶ τοῦ νομικοῦ πεδίου, οὔτε ἄλλο, ἔθνος ἐπεβραβεύσατο πρὸς τὰς τάξεις τὴν ἀπρόσφθαλμον εἰς δὲ ὑπάρχον ἐμερίμνησε τὸ Ἰταλικόν.: [650, 438, 942, 501]
- article-headline-italian-press: Η ΙΤΑΛΙΚΗ ΔΗΜΟΣΙΟΓΡΑΦΙΑ: [661, 78, 931, 99]
- article-quote: «Τῆς ἀργίας ἀτιμία ἐστὶν τὸ σῆμεια, τοὺς τὸν οἶδας.: [349, 233, 546, 245]
- column-4: [951, 78, 1262, 2237]
- ad-title: Γ. ΡΕΒΕΛΛΑΚΗΣ: [1008, 807, 1205, 830]
- article-paragraph: Τὰ πλείονα τῶν ξενοδοχείων τελείως ἀπεκατεστάθησαν, ἐτεθησαν εἰς ὁλοκληρίαν νέας ἐργασίας, εἰς τὴν λουτρόπολιν ἤτοι κέντρον ἡγεύθην τῆς πόλεως τῶν.: [1271, 427, 1411, 480]
- ad-votrys-wines[interactable]: [340, 722, 632, 1036]
